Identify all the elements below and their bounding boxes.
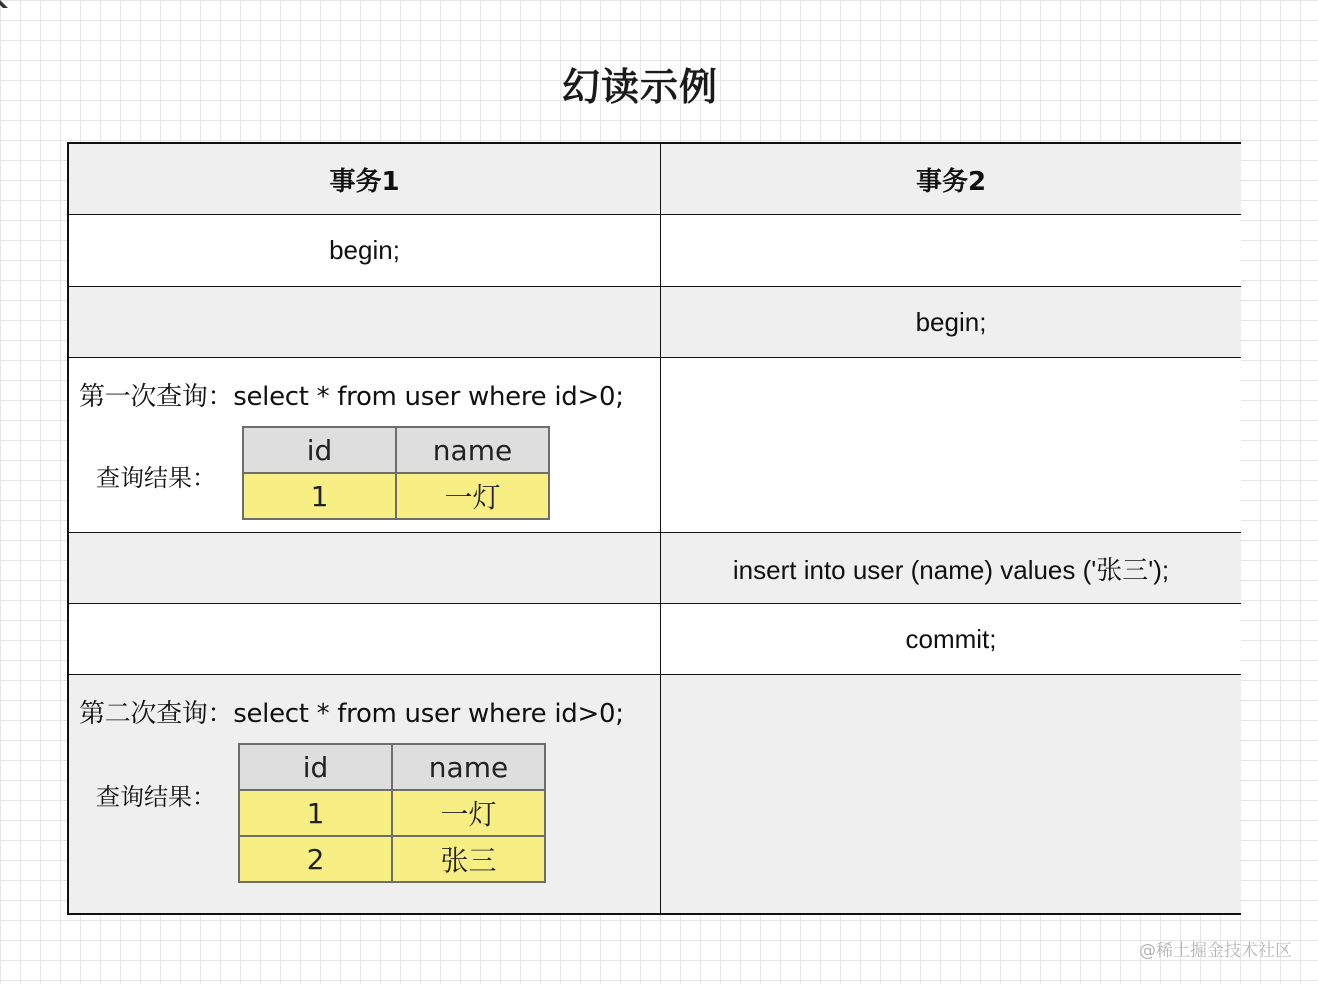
watermark: @稀土掘金技术社区	[1139, 941, 1292, 961]
t2-begin: begin;	[661, 287, 1241, 358]
t1-empty-2	[69, 533, 661, 604]
t1-second-query	[69, 675, 661, 913]
result-col-name: name	[396, 427, 549, 473]
header-transaction-2: 事务2	[661, 144, 1241, 215]
t2-empty-1	[661, 215, 1241, 287]
t2-commit: commit;	[661, 604, 1241, 675]
first-query-sql: 第一次查询：select * from user where id>0;	[79, 382, 624, 412]
result-cell: 张三	[392, 836, 545, 882]
result-col-id: id	[243, 427, 396, 473]
second-query-sql: 第二次查询：select * from user where id>0;	[79, 699, 624, 729]
result-cell: 1	[243, 473, 396, 519]
result-cell: 一灯	[396, 473, 549, 519]
t1-empty-1	[69, 287, 661, 358]
result-cell: 一灯	[392, 790, 545, 836]
transaction-table	[67, 142, 1241, 915]
header-transaction-1: 事务1	[69, 144, 661, 215]
corner-marker-icon	[0, 0, 8, 8]
t2-empty-3	[661, 675, 1241, 913]
second-query-result-table	[238, 743, 546, 883]
t1-begin: begin;	[69, 215, 661, 287]
t2-insert: insert into user (name) values ('张三');	[661, 533, 1241, 604]
result-col-id: id	[239, 744, 392, 790]
t2-empty-2	[661, 358, 1241, 533]
result-cell: 1	[239, 790, 392, 836]
first-query-result-label: 查询结果：	[96, 464, 216, 492]
result-cell: 2	[239, 836, 392, 882]
second-query-result-label: 查询结果：	[96, 783, 216, 811]
result-col-name: name	[392, 744, 545, 790]
t1-first-query	[69, 358, 661, 533]
t1-empty-3	[69, 604, 661, 675]
diagram-title: 幻读示例	[561, 65, 718, 109]
first-query-result-table	[242, 426, 550, 520]
